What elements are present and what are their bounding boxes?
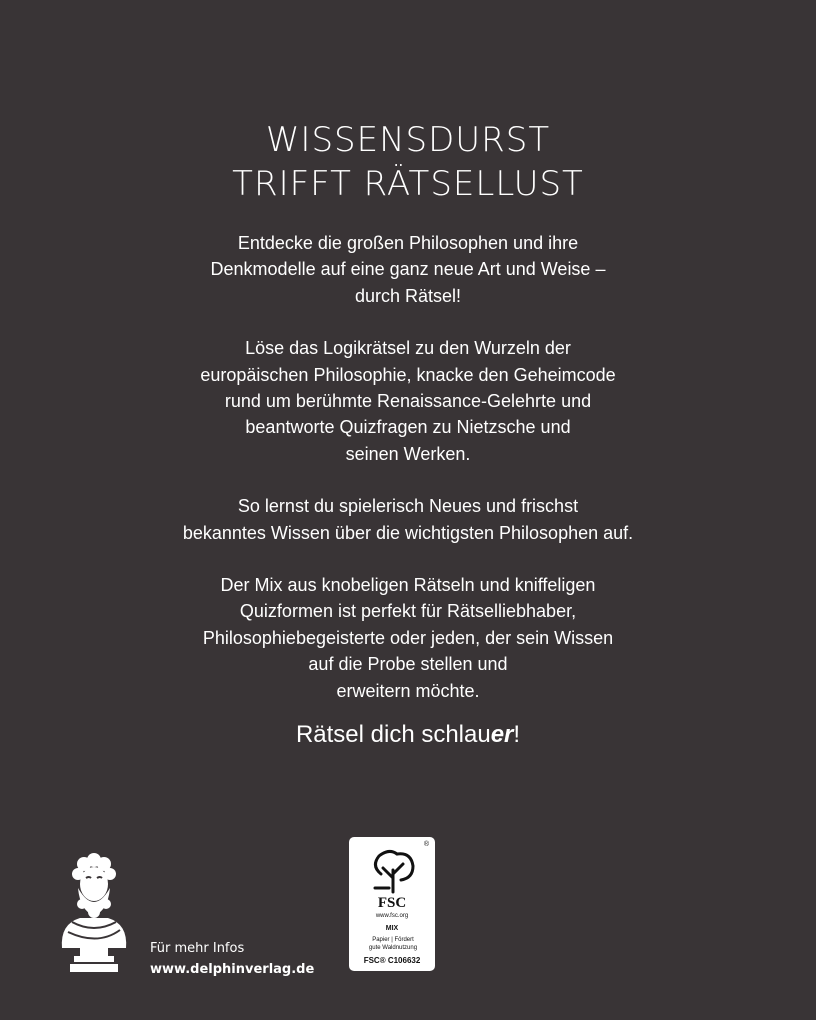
info-label: Für mehr Infos — [150, 941, 245, 956]
text-line: Philosophiebegeisterte oder jeden, der sein Wissen — [202, 627, 614, 648]
text-line: Löse das Logikrätsel zu den Wurzeln der — [245, 338, 571, 359]
blurb-paragraph-2 — [0, 335, 816, 467]
fsc-label — [349, 837, 435, 971]
blurb-paragraph-3 — [0, 493, 816, 546]
text-line: erweitern möchte. — [336, 680, 480, 701]
fsc-claim-line-1: Papier | Fördert — [372, 937, 414, 943]
text-line: So lernst du spielerisch Neues und frischst — [237, 496, 579, 517]
headline-line-1: WISSENSDURST — [265, 120, 551, 160]
fsc-tree-icon — [367, 848, 419, 894]
text-line: europäischen Philosophie, knacke den Geheimcode — [200, 364, 616, 385]
text-line: Quizformen ist perfekt für Rätselliebhaber, — [239, 601, 577, 622]
publisher-url-link[interactable]: www.delphinverlag.de — [150, 962, 315, 977]
text-line: durch Rätsel! — [354, 285, 462, 306]
fsc-claim — [352, 936, 434, 952]
blurb-paragraph-4 — [0, 572, 816, 704]
fsc-code: FSC® C106632 — [363, 956, 421, 965]
philosopher-bust-icon — [58, 852, 130, 974]
headline — [0, 118, 816, 206]
registered-mark: ® — [423, 841, 429, 848]
text-line: rund um berühmte Renaissance-Gelehrte und — [224, 391, 592, 412]
slogan — [0, 720, 816, 750]
fsc-claim-line-2: gute Waldnutzung — [368, 945, 418, 951]
slogan-suffix: ! — [513, 721, 521, 748]
slogan-emphasis: er — [490, 721, 514, 748]
text-line: bekanntes Wissen über die wichtigsten Philosophen auf. — [182, 522, 634, 543]
more-info — [150, 938, 314, 980]
slogan-prefix: Rätsel dich schlau — [295, 721, 491, 748]
text-line: auf die Probe stellen und — [308, 654, 508, 675]
headline-line-2: TRIFFT RÄTSELLUST — [232, 164, 584, 204]
text-line: seinen Werken. — [345, 443, 471, 464]
text-line: Der Mix aus knobeligen Rätseln und kniffeligen — [220, 575, 596, 596]
fsc-site: www.fsc.org — [375, 913, 409, 919]
fsc-brand: FSC — [377, 895, 407, 911]
blurb — [0, 230, 816, 730]
blurb-paragraph-1 — [0, 230, 816, 309]
text-line: beantworte Quizfragen zu Nietzsche und — [245, 417, 571, 438]
text-line: Denkmodelle auf eine ganz neue Art und Weise – — [210, 259, 606, 280]
fsc-mix: MIX — [385, 925, 399, 932]
text-line: Entdecke die großen Philosophen und ihre — [237, 233, 579, 253]
